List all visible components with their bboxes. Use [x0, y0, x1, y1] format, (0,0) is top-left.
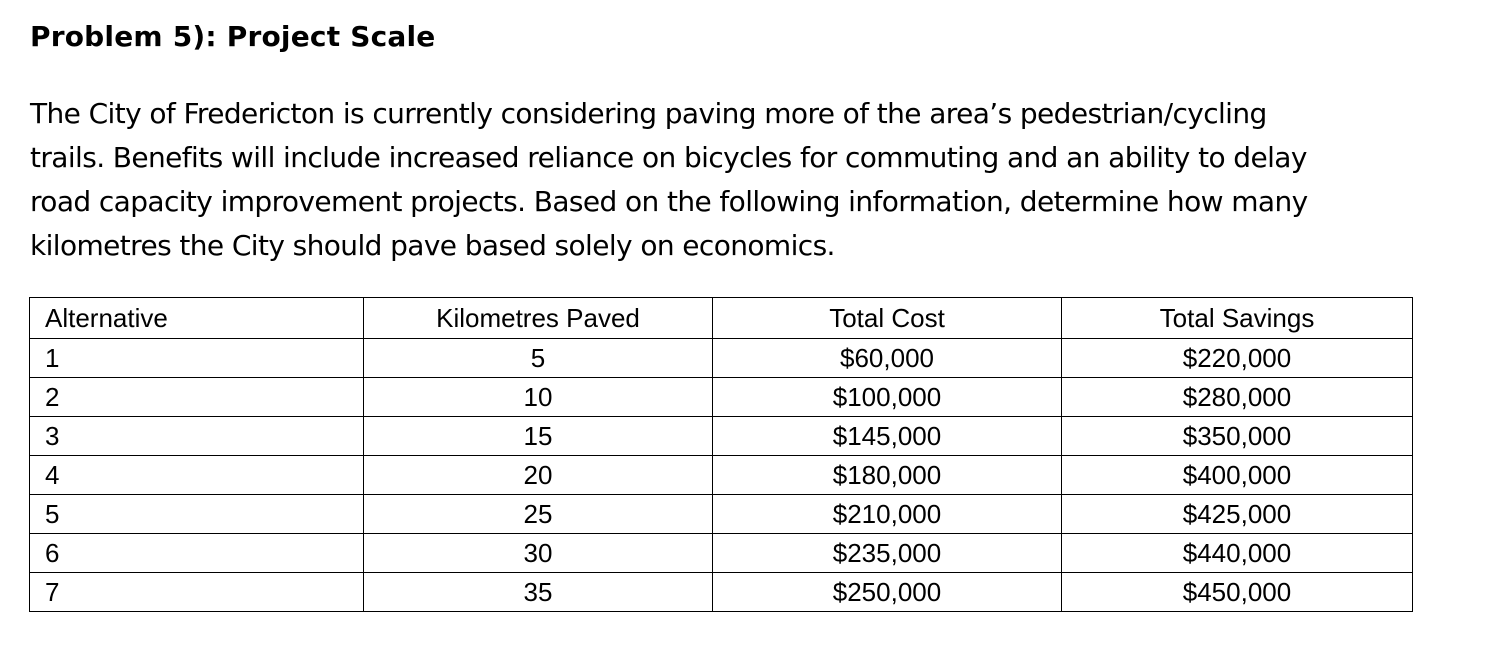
cell-kilometres: 10 [364, 378, 713, 417]
description-line: kilometres the City should pave based solely on economics. [30, 229, 835, 262]
table-row [30, 573, 1413, 612]
cell-alternative: 7 [30, 573, 364, 612]
cell-kilometres: 25 [364, 495, 713, 534]
cell-kilometres: 5 [364, 339, 713, 378]
cell-total-cost: $210,000 [713, 495, 1062, 534]
cell-total-cost: $180,000 [713, 456, 1062, 495]
cell-alternative: 6 [30, 534, 364, 573]
cell-total-cost: $250,000 [713, 573, 1062, 612]
cell-total-cost: $145,000 [713, 417, 1062, 456]
cell-alternative: 1 [30, 339, 364, 378]
header-total-savings: Total Savings [1062, 298, 1413, 339]
cell-total-savings: $450,000 [1062, 573, 1413, 612]
cell-total-savings: $220,000 [1062, 339, 1413, 378]
table-header-row [30, 298, 1413, 339]
table-row [30, 378, 1413, 417]
table-row [30, 417, 1413, 456]
cell-alternative: 4 [30, 456, 364, 495]
problem-heading: Problem 5): Project Scale [30, 20, 436, 53]
cell-kilometres: 20 [364, 456, 713, 495]
table-row [30, 339, 1413, 378]
header-total-cost: Total Cost [713, 298, 1062, 339]
table-row [30, 495, 1413, 534]
cell-total-savings: $440,000 [1062, 534, 1413, 573]
cell-alternative: 2 [30, 378, 364, 417]
cell-total-cost: $100,000 [713, 378, 1062, 417]
table-row [30, 534, 1413, 573]
cell-total-savings: $350,000 [1062, 417, 1413, 456]
cell-total-savings: $280,000 [1062, 378, 1413, 417]
cell-alternative: 5 [30, 495, 364, 534]
cell-total-savings: $400,000 [1062, 456, 1413, 495]
header-kilometres-paved: Kilometres Paved [364, 298, 713, 339]
cell-total-cost: $60,000 [713, 339, 1062, 378]
description-line: trails. Benefits will include increased reliance on bicycles for commuting and an ability to delay [30, 141, 1307, 174]
alternatives-table [29, 297, 1413, 612]
problem-description [30, 92, 1470, 268]
cell-kilometres: 30 [364, 534, 713, 573]
cell-kilometres: 35 [364, 573, 713, 612]
description-line: road capacity improvement projects. Based on the following information, determine how many [30, 185, 1308, 218]
description-line: The City of Fredericton is currently considering paving more of the area’s pedestrian/cycling [30, 97, 1267, 130]
table-row [30, 456, 1413, 495]
cell-total-savings: $425,000 [1062, 495, 1413, 534]
cell-alternative: 3 [30, 417, 364, 456]
header-alternative: Alternative [30, 298, 364, 339]
cell-kilometres: 15 [364, 417, 713, 456]
cell-total-cost: $235,000 [713, 534, 1062, 573]
